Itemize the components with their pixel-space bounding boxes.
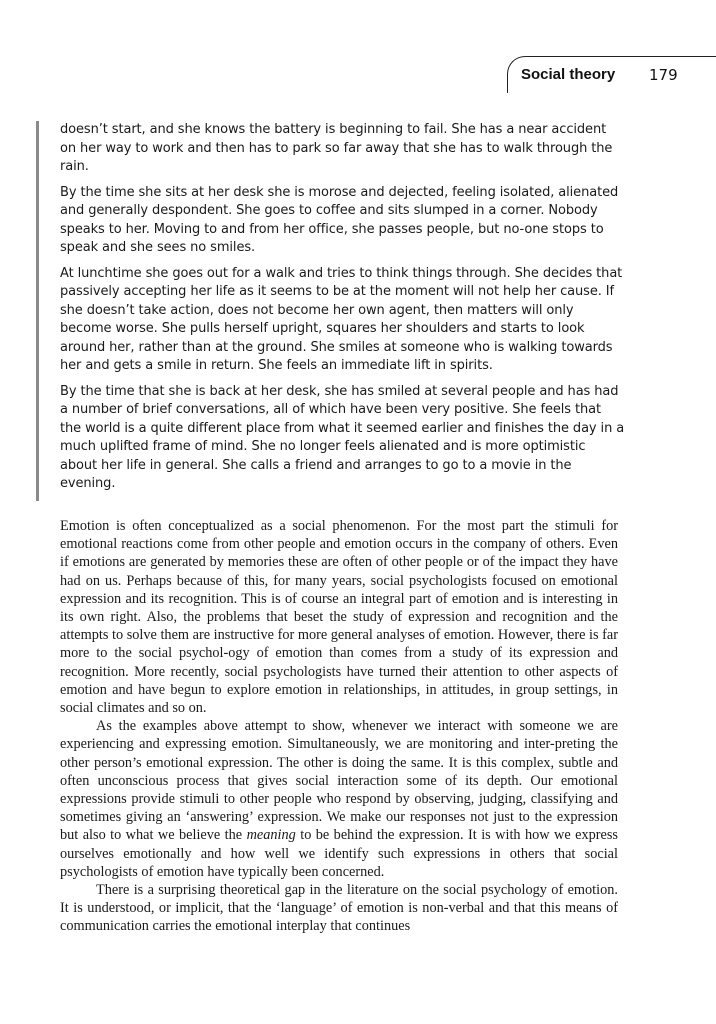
body-text-run: to be behind the expression. It is with how we express ourselves emotionally and how well we identify such expressions in others that social psychologists of emotion have typically been concerned. [60, 827, 618, 880]
body-paragraph: There is a surprising theoretical gap in the literature on the social psychology of emotion. It is understood, or implicit, that the ‘language’ of emotion is non-verbal and that this means of communication carries the emotional interplay that continues [60, 882, 618, 935]
case-paragraph: By the time that she is back at her desk, she has smiled at several people and has had a number of brief conversations, all of which have been very positive. She feels that the world is a quite different place from what it seemed earlier and finishes the day in a much uplifted frame of mind. She no longer feels alienated and is more optimistic about her life in general. She calls a friend and arranges to go to a movie in the evening. [60, 383, 625, 491]
main-body-text [60, 517, 618, 936]
running-head [507, 56, 716, 93]
emphasis-text: meaning [246, 827, 296, 844]
body-paragraph [60, 717, 618, 881]
running-head-title: Social theory [521, 66, 616, 83]
page-number: 179 [649, 66, 678, 84]
body-text-run: As the examples above attempt to show, whenever we interact with someone we are experiencing and expressing emotion. Simultaneously, we are monitoring and inter-preting the other person’s emotional expression. The other is doing the same. It is this complex, subtle and often unconscious process that gives social interaction some of its depth. Our emotional expressions provide stimuli to other people who respond by observing, judging, classifying and sometimes giving an ‘answering’ expression. We make our responses not just to the expression but also to what we believe the [60, 718, 618, 844]
case-paragraph: doesn’t start, and she knows the battery is beginning to fail. She has a near accident on her way to work and then has to park so far away that she has to walk through the rain. [60, 122, 613, 174]
case-study-box [36, 121, 626, 501]
case-paragraph: By the time she sits at her desk she is morose and dejected, feeling isolated, alienated and generally despondent. She goes to coffee and sits slumped in a corner. Nobody speaks to her. Moving to and from her office, she passes people, but no-one stops to speak and she sees no smiles. [60, 184, 619, 255]
case-paragraph: At lunchtime she goes out for a walk and tries to think things through. She decides that passively accepting her life as it seems to be at the moment will not help her cause. If she doesn’t take action, does not become her own agent, then matters will only become worse. She pulls herself upright, squares her shoulders and starts to look around her, rather than at the ground. She smiles at someone who is walking towards her and gets a smile in return. She feels an immediate lift in spirits. [60, 265, 623, 373]
body-paragraph: Emotion is often conceptualized as a social phenomenon. For the most part the stimuli for emotional reactions come from other people and emotion occurs in the company of others. Even if emotions are generated by memories these are often of other people or of the impact they have had on us. Perhaps because of this, for many years, social psychologists focused on emotional expression and its recognition. This is of course an integral part of emotion and is interesting in its own right. Also, the problems that beset the study of expression and recognition and the attempts to solve them are instructive for more general analyses of emotion. However, there is far more to the social psychol-ogy of emotion than comes from a study of its expression and recognition. More recently, social psychologists have turned their attention to other aspects of emotion and have begun to explore emotion in relationships, in attitudes, in group settings, in social climates and so on. [60, 518, 619, 717]
